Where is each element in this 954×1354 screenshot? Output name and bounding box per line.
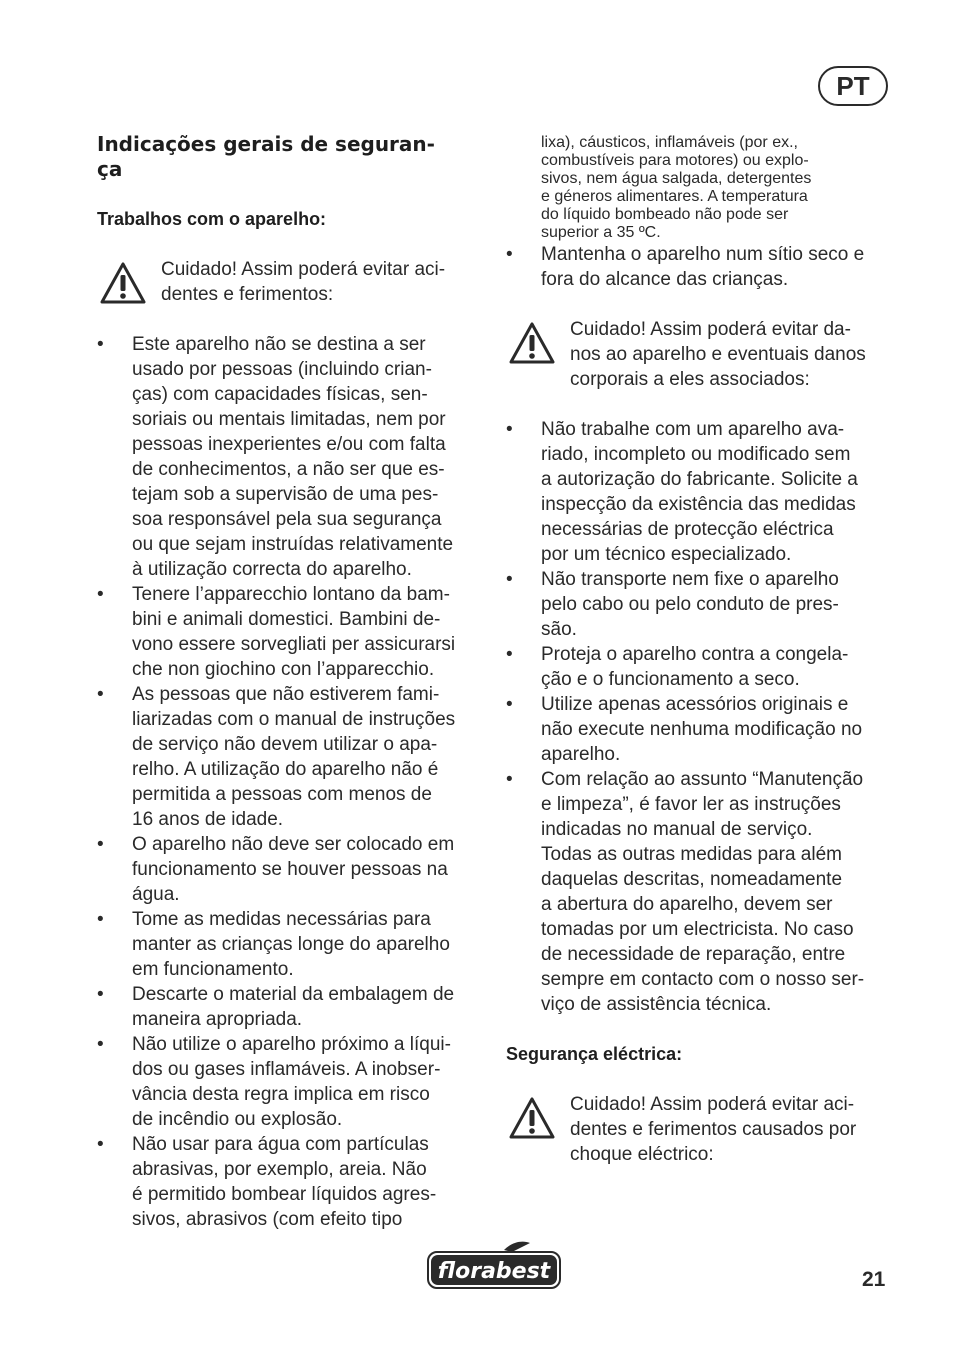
text-line: dentes e ferimentos causados por: [570, 1119, 857, 1140]
list-item: [97, 832, 482, 907]
text-line: dos ou gases inflamáveis. A inobser-: [132, 1059, 441, 1080]
text-line: Mantenha o aparelho num sítio seco e: [541, 244, 865, 265]
text-line: Tome as medidas necessárias para: [132, 909, 431, 930]
left-column: [97, 132, 482, 1232]
text-line: choque eléctrico:: [570, 1144, 714, 1165]
bullet-marker: •: [506, 569, 513, 590]
text-line: sempre em contacto com o nosso ser-: [541, 969, 865, 990]
section-heading: [97, 132, 482, 182]
text-line: lixa), cáusticos, inflamáveis (por ex.,: [541, 134, 798, 151]
text-line: tomadas por um electricista. No caso: [541, 919, 854, 940]
heading-line: Indicações gerais de seguran-: [97, 132, 435, 156]
text-line: che non giochino con l’apparecchio.: [132, 659, 435, 680]
list-item: [97, 582, 482, 682]
bullet-marker: •: [97, 909, 104, 930]
text-line: necessárias de protecção eléctrica: [541, 519, 834, 540]
warning-block: [506, 317, 892, 392]
warning-triangle-icon: [508, 1096, 556, 1140]
heading-line: ça: [97, 157, 123, 181]
language-badge: PT: [818, 66, 888, 106]
text-line: Com relação ao assunto “Manutenção: [541, 769, 864, 790]
text-line: manter as crianças longe do aparelho: [132, 934, 450, 955]
text-line: Cuidado! Assim poderá evitar da-: [570, 319, 851, 340]
bullet-marker: •: [506, 644, 513, 665]
text-line: 16 anos de idade.: [132, 809, 284, 830]
list-item: [97, 1132, 482, 1232]
text-line: Tenere l’apparecchio lontano da bam-: [132, 584, 450, 605]
text-line: de conhecimentos, a não ser que es-: [132, 459, 445, 480]
list-item: [97, 682, 482, 832]
text-line: relho. A utilização do aparelho não é: [132, 759, 439, 780]
text-line: de necessidade de reparação, entre: [541, 944, 846, 965]
text-line: As pessoas que não estiverem fami-: [132, 684, 440, 705]
text-line: e géneros alimentares. A temperatura: [541, 188, 808, 205]
text-line: ção e o funcionamento a seco.: [541, 669, 800, 690]
list-item: [506, 417, 892, 567]
text-line: água.: [132, 884, 180, 905]
continued-list-item: [506, 134, 892, 242]
text-line: soriais ou mentais limitadas, nem por: [132, 409, 446, 430]
text-line: Não trabalhe com um aparelho ava-: [541, 419, 845, 440]
warning-block: [506, 1092, 892, 1167]
list-item: [97, 907, 482, 982]
text-line: Este aparelho não se destina a ser: [132, 334, 426, 355]
text-line: Não usar para água com partículas: [132, 1134, 429, 1155]
text-line: Todas as outras medidas para além: [541, 844, 842, 865]
bullet-marker: •: [506, 769, 513, 790]
text-line: do líquido bombeado não pode ser: [541, 206, 789, 223]
text-line: fora do alcance das crianças.: [541, 269, 789, 290]
text-line: permitida a pessoas com menos de: [132, 784, 432, 805]
text-line: bini e animali domestici. Bambini de-: [132, 609, 441, 630]
text-line: Não transporte nem fixe o aparelho: [541, 569, 839, 590]
bullet-marker: •: [97, 584, 104, 605]
text-line: não execute nenhuma modificação no: [541, 719, 863, 740]
text-line: vono essere sorvegliati per assicurarsi: [132, 634, 456, 655]
bullet-marker: •: [97, 1034, 104, 1055]
text-line: corporais a eles associados:: [570, 369, 810, 390]
text-line: combustíveis para motores) ou explo-: [541, 152, 809, 169]
text-line: em funcionamento.: [132, 959, 294, 980]
text-line: de serviço não devem utilizar o apa-: [132, 734, 438, 755]
page-number: 21: [862, 1268, 886, 1291]
text-line: ou que sejam instruídas relativamente: [132, 534, 454, 555]
text-line: Utilize apenas acessórios originais e: [541, 694, 849, 715]
text-line: a abertura do aparelho, devem ser: [541, 894, 833, 915]
list-item: [506, 642, 892, 692]
text-line: maneira apropriada.: [132, 1009, 303, 1030]
text-line: inspecção da existência das medidas: [541, 494, 856, 515]
list-item: [97, 982, 482, 1032]
list-item: [506, 767, 892, 1017]
list-item: [97, 1032, 482, 1132]
text-line: aparelho.: [541, 744, 621, 765]
text-line: daquelas descritas, nomeadamente: [541, 869, 843, 890]
bullet-marker: •: [97, 984, 104, 1005]
text-line: por um técnico especializado.: [541, 544, 792, 565]
text-line: sivos, nem água salgada, detergentes: [541, 170, 812, 187]
text-line: ças) com capacidades físicas, sen-: [132, 384, 428, 405]
text-line: nos ao aparelho e eventuais danos: [570, 344, 866, 365]
list-item: [506, 242, 892, 292]
warning-block: [97, 257, 482, 307]
text-line: à utilização correcta do aparelho.: [132, 559, 412, 580]
bullet-marker: •: [506, 694, 513, 715]
bullet-marker: •: [97, 684, 104, 705]
warning-line: dentes e ferimentos:: [161, 284, 334, 305]
text-line: usado por pessoas (incluindo crian-: [132, 359, 432, 380]
text-line: soa responsável pela sua segurança: [132, 509, 442, 530]
text-line: tejam sob a supervisão de uma pes-: [132, 484, 439, 505]
text-line: Cuidado! Assim poderá evitar aci-: [570, 1094, 855, 1115]
text-line: O aparelho não deve ser colocado em: [132, 834, 455, 855]
logo-text: florabest: [437, 1259, 551, 1284]
safety-list: [506, 417, 892, 1017]
warning-line: Cuidado! Assim poderá evitar aci-: [161, 259, 446, 280]
list-item: [506, 692, 892, 767]
text-line: funcionamento se houver pessoas na: [132, 859, 448, 880]
subheading-work: Trabalhos com o aparelho:: [97, 209, 327, 229]
bullet-marker: •: [506, 244, 513, 265]
bullet-marker: •: [97, 334, 104, 355]
bullet-marker: •: [97, 834, 104, 855]
text-line: a autorização do fabricante. Solicite a: [541, 469, 858, 490]
safety-list: [506, 242, 892, 292]
text-line: Descarte o material da embalagem de: [132, 984, 455, 1005]
text-line: Proteja o aparelho contra a congela-: [541, 644, 849, 665]
text-line: abrasivas, por exemplo, areia. Não: [132, 1159, 427, 1180]
text-line: sivos, abrasivos (com efeito tipo: [132, 1209, 403, 1230]
subheading-electrical: Segurança eléctrica:: [506, 1044, 683, 1064]
text-line: Não utilize o aparelho próximo a líqui-: [132, 1034, 451, 1055]
text-line: liarizadas com o manual de instruções: [132, 709, 456, 730]
text-line: são.: [541, 619, 577, 640]
warning-triangle-icon: [99, 261, 147, 305]
text-line: de incêndio ou explosão.: [132, 1109, 343, 1130]
text-line: indicadas no manual de serviço.: [541, 819, 813, 840]
safety-list: [97, 332, 482, 1232]
text-line: é permitido bombear líquidos agres-: [132, 1184, 437, 1205]
text-line: viço de assistência técnica.: [541, 994, 772, 1015]
bullet-marker: •: [97, 1134, 104, 1155]
bullet-marker: •: [506, 419, 513, 440]
text-line: pessoas inexperientes e/ou com falta: [132, 434, 446, 455]
text-line: e limpeza”, é favor ler as instruções: [541, 794, 841, 815]
text-line: vância desta regra implica em risco: [132, 1084, 430, 1105]
list-item: [97, 332, 482, 582]
right-column: [506, 134, 892, 1167]
warning-triangle-icon: [508, 321, 556, 365]
list-item: [506, 567, 892, 642]
text-line: pelo cabo ou pelo conduto de pres-: [541, 594, 839, 615]
text-line: riado, incompleto ou modificado sem: [541, 444, 851, 465]
text-line: superior a 35 ºC.: [541, 224, 661, 241]
florabest-logo: [426, 1240, 562, 1290]
